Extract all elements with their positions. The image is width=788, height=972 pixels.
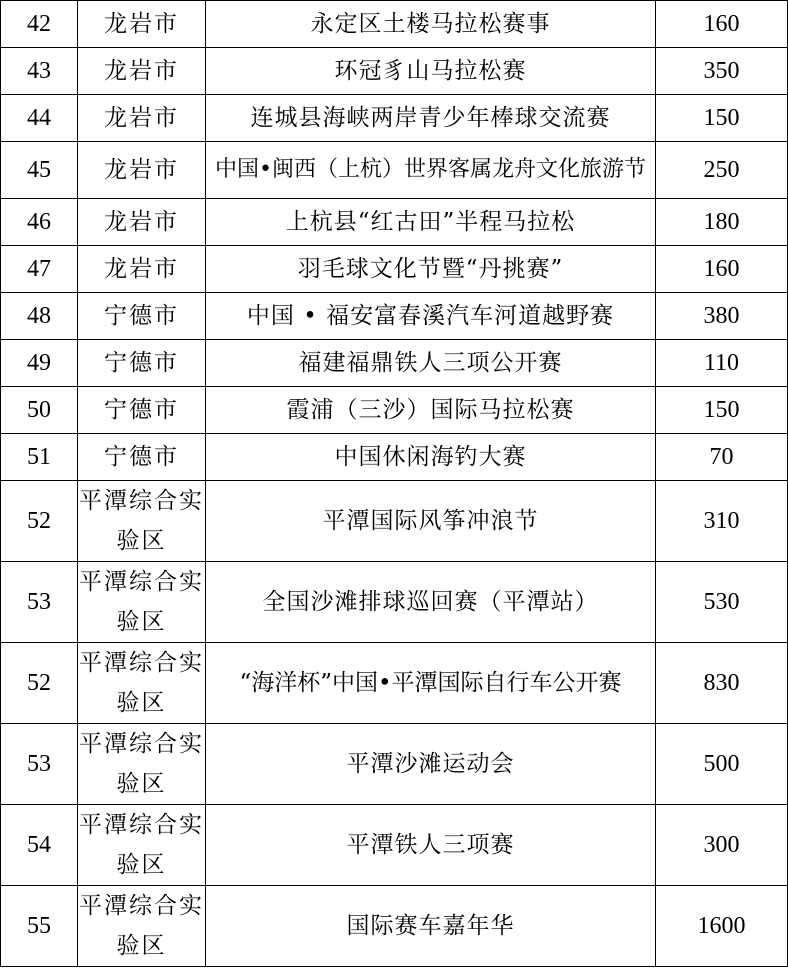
table-row (1, 562, 788, 643)
value-cell: 380 (656, 293, 788, 340)
event-name-cell: 全国沙滩排球巡回赛（平潭站） (206, 562, 656, 643)
city-cell: 龙岩市 (78, 199, 206, 246)
row-number: 52 (1, 481, 78, 562)
value-cell: 110 (656, 340, 788, 387)
city-cell: 宁德市 (78, 387, 206, 434)
event-name-cell: 国际赛车嘉年华 (206, 886, 656, 967)
event-name-cell: 平潭铁人三项赛 (206, 805, 656, 886)
city-cell: 龙岩市 (78, 246, 206, 293)
value-cell: 830 (656, 643, 788, 724)
row-number: 52 (1, 643, 78, 724)
event-name-cell: 环冠豸山马拉松赛 (206, 48, 656, 95)
table-row (1, 246, 788, 293)
value-cell: 150 (656, 95, 788, 142)
city-cell: 平潭综合实验区 (78, 724, 206, 805)
value-cell: 1600 (656, 886, 788, 967)
event-name-cell: 连城县海峡两岸青少年棒球交流赛 (206, 95, 656, 142)
city-cell: 龙岩市 (78, 95, 206, 142)
value-cell: 350 (656, 48, 788, 95)
table-row (1, 48, 788, 95)
city-cell: 龙岩市 (78, 48, 206, 95)
value-cell: 530 (656, 562, 788, 643)
table-row (1, 643, 788, 724)
row-number: 42 (1, 1, 78, 48)
row-number: 53 (1, 724, 78, 805)
city-cell: 宁德市 (78, 434, 206, 481)
value-cell: 70 (656, 434, 788, 481)
city-cell: 宁德市 (78, 340, 206, 387)
table-row (1, 886, 788, 967)
event-name-cell: 中国休闲海钓大赛 (206, 434, 656, 481)
value-cell: 310 (656, 481, 788, 562)
event-name-cell: 中国 • 福安富春溪汽车河道越野赛 (206, 293, 656, 340)
row-number: 54 (1, 805, 78, 886)
city-cell: 平潭综合实验区 (78, 562, 206, 643)
table-row (1, 293, 788, 340)
row-number: 43 (1, 48, 78, 95)
row-number: 53 (1, 562, 78, 643)
table-row (1, 340, 788, 387)
row-number: 46 (1, 199, 78, 246)
city-cell: 平潭综合实验区 (78, 805, 206, 886)
table-row (1, 387, 788, 434)
table-row (1, 481, 788, 562)
value-cell: 500 (656, 724, 788, 805)
value-cell: 180 (656, 199, 788, 246)
event-name-cell: 永定区土楼马拉松赛事 (206, 1, 656, 48)
row-number: 55 (1, 886, 78, 967)
row-number: 50 (1, 387, 78, 434)
table-row (1, 199, 788, 246)
event-name-cell: 上杭县“红古田”半程马拉松 (206, 199, 656, 246)
value-cell: 160 (656, 1, 788, 48)
city-cell: 平潭综合实验区 (78, 643, 206, 724)
city-cell: 平潭综合实验区 (78, 886, 206, 967)
event-name-cell: 平潭国际风筝冲浪节 (206, 481, 656, 562)
event-name-cell: 中国•闽西（上杭）世界客属龙舟文化旅游节 (206, 142, 656, 199)
table-row (1, 434, 788, 481)
event-name-cell: 羽毛球文化节暨“丹挑赛” (206, 246, 656, 293)
event-name-cell: 平潭沙滩运动会 (206, 724, 656, 805)
event-name-cell: 福建福鼎铁人三项公开赛 (206, 340, 656, 387)
value-cell: 250 (656, 142, 788, 199)
city-cell: 龙岩市 (78, 1, 206, 48)
table-row (1, 142, 788, 199)
row-number: 44 (1, 95, 78, 142)
table-row (1, 95, 788, 142)
row-number: 45 (1, 142, 78, 199)
row-number: 48 (1, 293, 78, 340)
table-row (1, 805, 788, 886)
row-number: 47 (1, 246, 78, 293)
event-name-cell: “海洋杯”中国•平潭国际自行车公开赛 (206, 643, 656, 724)
table-row (1, 724, 788, 805)
city-cell: 龙岩市 (78, 142, 206, 199)
table-row (1, 1, 788, 48)
row-number: 49 (1, 340, 78, 387)
city-cell: 宁德市 (78, 293, 206, 340)
value-cell: 300 (656, 805, 788, 886)
city-cell: 平潭综合实验区 (78, 481, 206, 562)
row-number: 51 (1, 434, 78, 481)
value-cell: 160 (656, 246, 788, 293)
event-name-cell: 霞浦（三沙）国际马拉松赛 (206, 387, 656, 434)
value-cell: 150 (656, 387, 788, 434)
